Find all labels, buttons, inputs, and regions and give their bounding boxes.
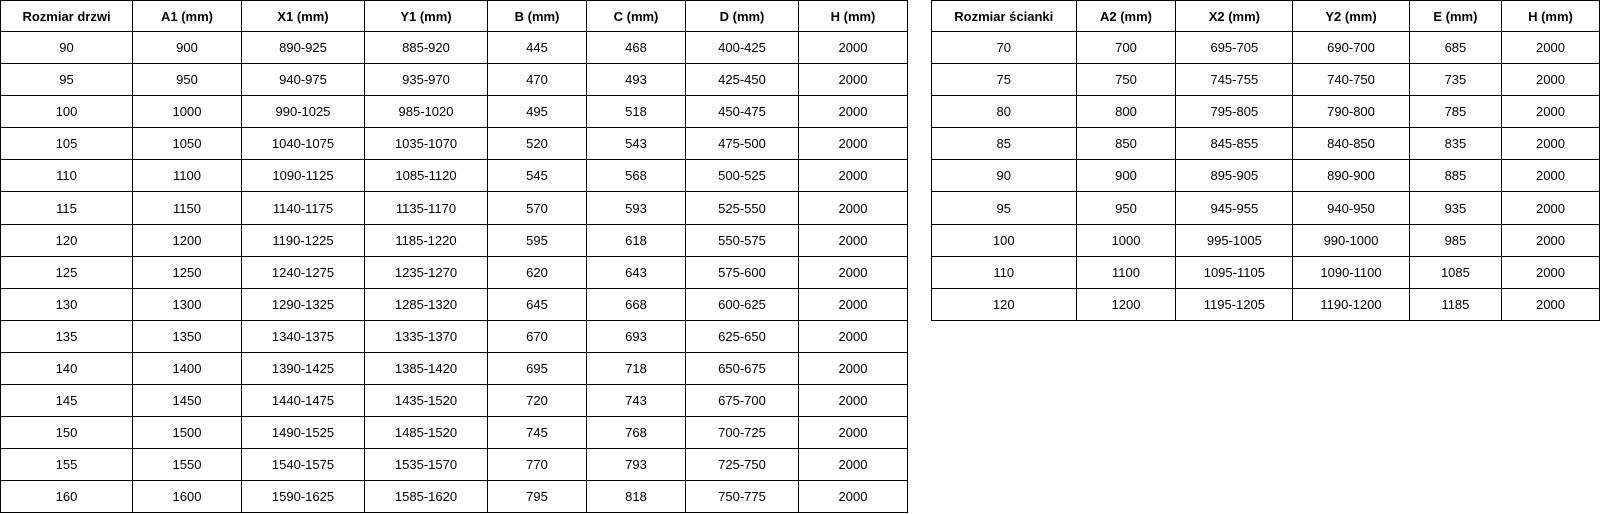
cell: 1285-1320	[365, 288, 488, 320]
cell: 2000	[1501, 64, 1599, 96]
cell: 1040-1075	[242, 128, 365, 160]
walls-size-table-container	[931, 0, 1600, 321]
cell: 110	[932, 256, 1077, 288]
cell: 2000	[799, 288, 908, 320]
cell: 120	[932, 288, 1077, 320]
cell: 160	[1, 481, 133, 513]
column-header-x1: X1 (mm)	[242, 1, 365, 32]
table-row	[1, 64, 908, 96]
cell: 850	[1076, 128, 1176, 160]
table-row	[932, 128, 1600, 160]
cell: 985-1020	[365, 96, 488, 128]
cell: 840-850	[1293, 128, 1410, 160]
table-row	[1, 320, 908, 352]
cell: 1435-1520	[365, 385, 488, 417]
table-row	[1, 256, 908, 288]
cell: 1000	[1076, 224, 1176, 256]
cell: 1340-1375	[242, 320, 365, 352]
table-row	[1, 417, 908, 449]
cell: 2000	[799, 256, 908, 288]
cell: 2000	[799, 449, 908, 481]
cell: 70	[932, 32, 1077, 64]
cell: 1240-1275	[242, 256, 365, 288]
cell: 745-755	[1176, 64, 1293, 96]
cell: 790-800	[1293, 96, 1410, 128]
cell: 470	[488, 64, 587, 96]
cell: 650-675	[686, 352, 799, 384]
cell: 2000	[1501, 256, 1599, 288]
cell: 1535-1570	[365, 449, 488, 481]
cell: 568	[587, 160, 686, 192]
cell: 750	[1076, 64, 1176, 96]
cell: 2000	[799, 481, 908, 513]
walls-table-header	[932, 1, 1600, 32]
cell: 593	[587, 192, 686, 224]
cell: 155	[1, 449, 133, 481]
cell: 2000	[799, 32, 908, 64]
table-header-row	[1, 1, 908, 32]
cell: 1050	[133, 128, 242, 160]
cell: 950	[133, 64, 242, 96]
cell: 425-450	[686, 64, 799, 96]
cell: 518	[587, 96, 686, 128]
cell: 495	[488, 96, 587, 128]
cell: 1150	[133, 192, 242, 224]
column-header-x2: X2 (mm)	[1176, 1, 1293, 32]
cell: 1035-1070	[365, 128, 488, 160]
cell: 625-650	[686, 320, 799, 352]
walls-table-body	[932, 32, 1600, 321]
cell: 1585-1620	[365, 481, 488, 513]
cell: 75	[932, 64, 1077, 96]
cell: 670	[488, 320, 587, 352]
cell: 2000	[799, 96, 908, 128]
cell: 1300	[133, 288, 242, 320]
cell: 885-920	[365, 32, 488, 64]
cell: 2000	[1501, 160, 1599, 192]
cell: 735	[1409, 64, 1501, 96]
cell: 995-1005	[1176, 224, 1293, 256]
cell: 990-1000	[1293, 224, 1410, 256]
table-row	[1, 352, 908, 384]
table-header-row	[932, 1, 1600, 32]
cell: 725-750	[686, 449, 799, 481]
cell: 1550	[133, 449, 242, 481]
cell: 845-855	[1176, 128, 1293, 160]
column-header-h: H (mm)	[799, 1, 908, 32]
cell: 1140-1175	[242, 192, 365, 224]
table-row	[1, 449, 908, 481]
table-row	[932, 32, 1600, 64]
cell: 940-950	[1293, 192, 1410, 224]
cell: 1200	[133, 224, 242, 256]
cell: 95	[932, 192, 1077, 224]
cell: 140	[1, 352, 133, 384]
cell: 2000	[1501, 288, 1599, 320]
cell: 1390-1425	[242, 352, 365, 384]
cell: 768	[587, 417, 686, 449]
cell: 2000	[799, 192, 908, 224]
cell: 1500	[133, 417, 242, 449]
cell: 745	[488, 417, 587, 449]
cell: 668	[587, 288, 686, 320]
cell: 1000	[133, 96, 242, 128]
cell: 818	[587, 481, 686, 513]
cell: 985	[1409, 224, 1501, 256]
cell: 1250	[133, 256, 242, 288]
cell: 890-925	[242, 32, 365, 64]
cell: 685	[1409, 32, 1501, 64]
cell: 130	[1, 288, 133, 320]
cell: 945-955	[1176, 192, 1293, 224]
cell: 2000	[1501, 96, 1599, 128]
cell: 1440-1475	[242, 385, 365, 417]
cell: 600-625	[686, 288, 799, 320]
column-header-e: E (mm)	[1409, 1, 1501, 32]
table-row	[1, 128, 908, 160]
cell: 400-425	[686, 32, 799, 64]
cell: 2000	[799, 128, 908, 160]
cell: 1600	[133, 481, 242, 513]
table-row	[1, 481, 908, 513]
table-row	[1, 32, 908, 64]
cell: 990-1025	[242, 96, 365, 128]
cell: 2000	[799, 385, 908, 417]
cell: 700	[1076, 32, 1176, 64]
cell: 85	[932, 128, 1077, 160]
column-header-b: B (mm)	[488, 1, 587, 32]
cell: 1540-1575	[242, 449, 365, 481]
cell: 2000	[799, 224, 908, 256]
cell: 718	[587, 352, 686, 384]
cell: 795-805	[1176, 96, 1293, 128]
table-row	[1, 192, 908, 224]
cell: 1190-1225	[242, 224, 365, 256]
column-header-a1: A1 (mm)	[133, 1, 242, 32]
table-row	[932, 64, 1600, 96]
table-row	[1, 224, 908, 256]
column-header-rozmiar-scianki: Rozmiar ścianki	[932, 1, 1077, 32]
cell: 695-705	[1176, 32, 1293, 64]
cell: 1450	[133, 385, 242, 417]
cell: 785	[1409, 96, 1501, 128]
cell: 643	[587, 256, 686, 288]
cell: 720	[488, 385, 587, 417]
cell: 743	[587, 385, 686, 417]
table-row	[1, 160, 908, 192]
cell: 1385-1420	[365, 352, 488, 384]
cell: 1195-1205	[1176, 288, 1293, 320]
cell: 895-905	[1176, 160, 1293, 192]
cell: 900	[133, 32, 242, 64]
cell: 695	[488, 352, 587, 384]
cell: 900	[1076, 160, 1176, 192]
table-row	[932, 224, 1600, 256]
cell: 150	[1, 417, 133, 449]
cell: 2000	[799, 417, 908, 449]
table-row	[932, 160, 1600, 192]
cell: 543	[587, 128, 686, 160]
cell: 1485-1520	[365, 417, 488, 449]
cell: 2000	[799, 160, 908, 192]
cell: 835	[1409, 128, 1501, 160]
table-row	[932, 256, 1600, 288]
doors-table-header	[1, 1, 908, 32]
cell: 700-725	[686, 417, 799, 449]
cell: 1185	[1409, 288, 1501, 320]
cell: 1095-1105	[1176, 256, 1293, 288]
cell: 1400	[133, 352, 242, 384]
cell: 500-525	[686, 160, 799, 192]
cell: 750-775	[686, 481, 799, 513]
cell: 545	[488, 160, 587, 192]
cell: 1490-1525	[242, 417, 365, 449]
cell: 595	[488, 224, 587, 256]
cell: 90	[932, 160, 1077, 192]
cell: 2000	[1501, 32, 1599, 64]
cell: 2000	[1501, 128, 1599, 160]
cell: 145	[1, 385, 133, 417]
walls-size-table	[931, 0, 1600, 321]
column-header-h: H (mm)	[1501, 1, 1599, 32]
cell: 445	[488, 32, 587, 64]
cell: 115	[1, 192, 133, 224]
cell: 935	[1409, 192, 1501, 224]
cell: 1090-1125	[242, 160, 365, 192]
cell: 675-700	[686, 385, 799, 417]
cell: 135	[1, 320, 133, 352]
cell: 80	[932, 96, 1077, 128]
column-header-y1: Y1 (mm)	[365, 1, 488, 32]
column-header-c: C (mm)	[587, 1, 686, 32]
cell: 940-975	[242, 64, 365, 96]
cell: 90	[1, 32, 133, 64]
cell: 493	[587, 64, 686, 96]
cell: 795	[488, 481, 587, 513]
cell: 95	[1, 64, 133, 96]
cell: 890-900	[1293, 160, 1410, 192]
cell: 1590-1625	[242, 481, 365, 513]
table-row	[932, 96, 1600, 128]
cell: 950	[1076, 192, 1176, 224]
cell: 1185-1220	[365, 224, 488, 256]
cell: 1135-1170	[365, 192, 488, 224]
cell: 1100	[133, 160, 242, 192]
cell: 2000	[1501, 224, 1599, 256]
cell: 575-600	[686, 256, 799, 288]
cell: 2000	[799, 320, 908, 352]
cell: 125	[1, 256, 133, 288]
cell: 1200	[1076, 288, 1176, 320]
cell: 1190-1200	[1293, 288, 1410, 320]
cell: 1235-1270	[365, 256, 488, 288]
cell: 520	[488, 128, 587, 160]
cell: 2000	[799, 352, 908, 384]
cell: 793	[587, 449, 686, 481]
cell: 450-475	[686, 96, 799, 128]
cell: 2000	[1501, 192, 1599, 224]
cell: 1100	[1076, 256, 1176, 288]
column-header-rozmiar-drzwi: Rozmiar drzwi	[1, 1, 133, 32]
cell: 1335-1370	[365, 320, 488, 352]
table-row	[932, 192, 1600, 224]
cell: 1290-1325	[242, 288, 365, 320]
cell: 570	[488, 192, 587, 224]
cell: 618	[587, 224, 686, 256]
table-row	[1, 385, 908, 417]
table-row	[932, 288, 1600, 320]
doors-table-body	[1, 32, 908, 513]
cell: 693	[587, 320, 686, 352]
column-header-y2: Y2 (mm)	[1293, 1, 1410, 32]
cell: 1350	[133, 320, 242, 352]
cell: 885	[1409, 160, 1501, 192]
cell: 620	[488, 256, 587, 288]
cell: 1090-1100	[1293, 256, 1410, 288]
cell: 475-500	[686, 128, 799, 160]
cell: 550-575	[686, 224, 799, 256]
column-header-a2: A2 (mm)	[1076, 1, 1176, 32]
cell: 110	[1, 160, 133, 192]
cell: 770	[488, 449, 587, 481]
cell: 525-550	[686, 192, 799, 224]
cell: 100	[932, 224, 1077, 256]
cell: 2000	[799, 64, 908, 96]
table-row	[1, 288, 908, 320]
cell: 690-700	[1293, 32, 1410, 64]
cell: 645	[488, 288, 587, 320]
cell: 120	[1, 224, 133, 256]
cell: 740-750	[1293, 64, 1410, 96]
cell: 1085-1120	[365, 160, 488, 192]
cell: 468	[587, 32, 686, 64]
cell: 100	[1, 96, 133, 128]
column-header-d: D (mm)	[686, 1, 799, 32]
table-row	[1, 96, 908, 128]
cell: 935-970	[365, 64, 488, 96]
cell: 800	[1076, 96, 1176, 128]
cell: 105	[1, 128, 133, 160]
cell: 1085	[1409, 256, 1501, 288]
